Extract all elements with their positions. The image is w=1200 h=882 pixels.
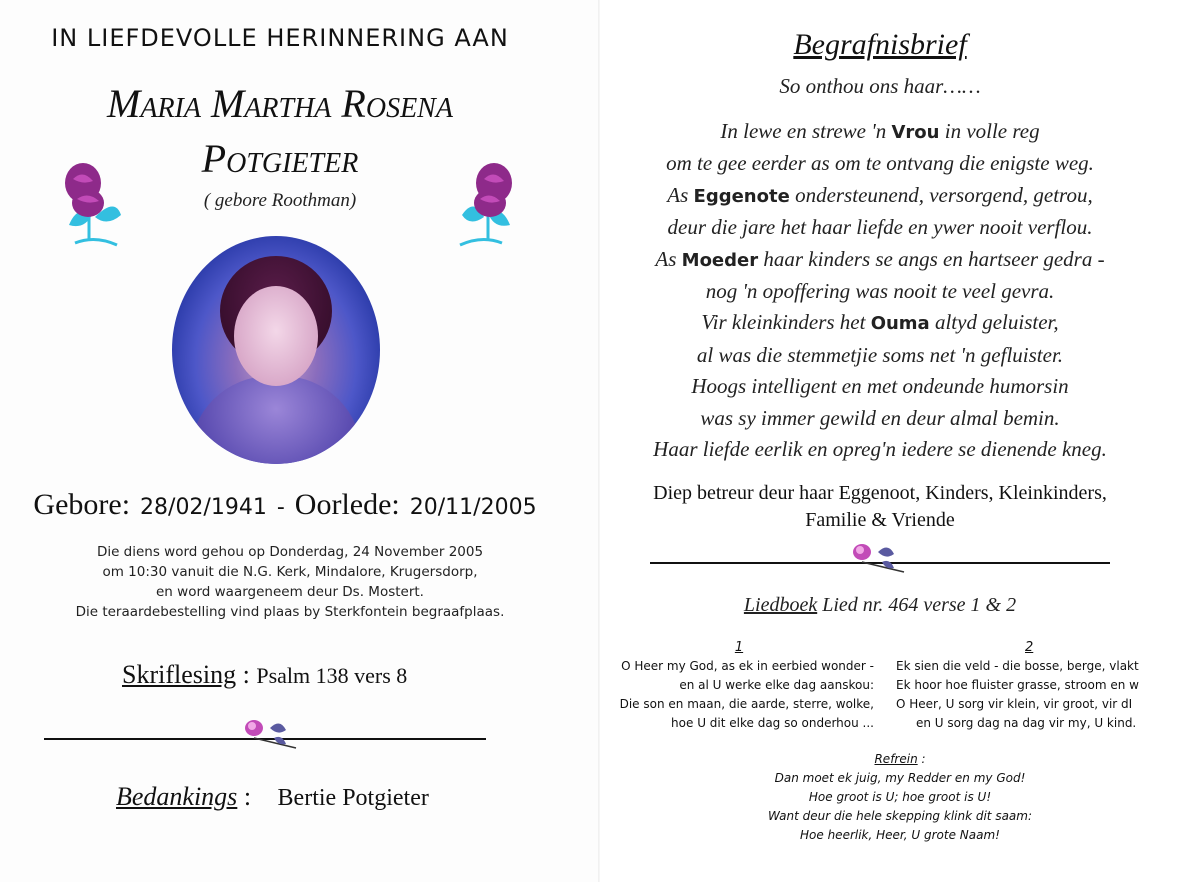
verse-line: Ek hoor hoe fluister grasse, stroom en w [896, 678, 1139, 692]
poem-line: al was die stemmetjie soms net 'n gefluister. [696, 342, 1064, 367]
refrain-line: Hoe heerlik, Heer, U grote Naam! [800, 828, 1000, 842]
verse-line: O Heer, U sorg vir klein, vir groot, vir dI [896, 697, 1133, 711]
rose-icon [452, 155, 522, 250]
small-rose-icon [848, 540, 908, 574]
rose-icon [55, 155, 125, 250]
portrait-photo [172, 236, 380, 464]
hymn-book: Liedboek [743, 594, 818, 616]
mourners-line: Familie & Vriende [805, 509, 955, 531]
verse-2 [890, 638, 1200, 733]
thanks-colon: : [243, 782, 252, 811]
maiden-name: ( gebore Roothman) [203, 190, 357, 211]
verse-line: en U sorg dag na dag vir my, U kind. [916, 716, 1137, 730]
hymn-number: Lied nr. 464 verse 1 & 2 [817, 594, 1017, 616]
reading-label: Skriflesing [122, 660, 237, 689]
deceased-name-line1: Maria Martha Rosena [107, 81, 453, 126]
born-label: Gebore: [33, 488, 131, 521]
mourners-line: Diep betreur deur haar Eggenoot, Kinders, Kleinkinders, [653, 482, 1107, 504]
refrain-line: Dan moet ek juig, my Redder en my God! [774, 771, 1026, 785]
page-title: Begrafnisbrief [793, 28, 967, 61]
died-label: Oorlede: [294, 488, 400, 521]
poem-line: om te gee eerder as om te ontvang die enigste weg. [666, 151, 1094, 176]
poem-line: nog 'n opoffering was nooit te veel gevra. [705, 279, 1055, 304]
refrain [720, 750, 1080, 845]
acknowledgements [116, 782, 429, 812]
poem-intro: So onthou ons haar…… [779, 74, 981, 98]
life-dates [30, 488, 540, 522]
poem-line: Vir kleinkinders het Ouma altyd geluister, [701, 310, 1059, 335]
service-line: om 10:30 vanuit die N.G. Kerk, Mindalore, Krugersdorp, [102, 564, 478, 580]
thanks-value: Bertie Potgieter [277, 785, 429, 811]
verse-line: Die son en maan, die aarde, sterre, wolke, [619, 697, 874, 711]
died-date: 20/11/2005 [409, 495, 537, 520]
reading-colon: : [242, 660, 250, 689]
refrain-title: Refrein [874, 752, 918, 766]
verse-1 [604, 638, 874, 733]
service-line: Die teraardebestelling vind plaas by Sterkfontein begraafplaas. [75, 604, 505, 620]
thanks-label: Bedankings [116, 782, 238, 811]
verse-line: en al U werke elke dag aanskou: [679, 678, 874, 692]
born-date: 28/02/1941 [140, 495, 267, 520]
verse-number: 2 [1025, 640, 1034, 655]
verse-line: hoe U dit elke dag so onderhou ... [671, 716, 874, 730]
verse-line: O Heer my God, as ek in eerbied wonder - [621, 659, 874, 673]
service-line: Die diens word gehou op Donderdag, 24 November 2005 [96, 544, 484, 560]
poem-line: deur die jare het haar liefde en ywer nooit verflou. [667, 215, 1093, 240]
poem-line: As Eggenote ondersteunend, versorgend, getrou, [667, 182, 1093, 207]
refrain-line: Hoe groot is U; hoe groot is U! [808, 790, 992, 804]
verse-number: 1 [734, 640, 744, 655]
poem-line: In lewe en strewe 'n Vrou in volle reg [720, 119, 1040, 143]
refrain-line: Want deur die hele skepping klink dit saam: [767, 809, 1033, 823]
verse-line: Ek sien die veld - die bosse, berge, vlakt [896, 659, 1139, 673]
poem [580, 116, 1180, 465]
deceased-name-line2: Potgieter [201, 136, 359, 181]
memorial-heading: IN LIEFDEVOLLE HERINNERING AAN [51, 24, 509, 52]
poem-line: Hoogs intelligent en met ondeunde humorsin [691, 374, 1069, 399]
hymn-heading [580, 594, 1180, 617]
small-rose-icon [240, 716, 300, 750]
poem-line: As Moeder haar kinders se angs en hartseer gedra - [655, 246, 1105, 271]
service-details [20, 542, 560, 622]
refrain-colon: : [917, 752, 926, 766]
service-line: en word waargeneem deur Ds. Mostert. [156, 584, 424, 600]
mourners [580, 480, 1180, 534]
poem-line: Haar liefde eerlik en opreg'n iedere se dienende kneg. [653, 437, 1107, 462]
scripture-reading [122, 660, 407, 690]
date-separator: - [276, 495, 285, 520]
poem-line: was sy immer gewild en deur almal bemin. [700, 405, 1060, 430]
right-page [600, 0, 1200, 882]
reading-value: Psalm 138 vers 8 [256, 663, 408, 688]
